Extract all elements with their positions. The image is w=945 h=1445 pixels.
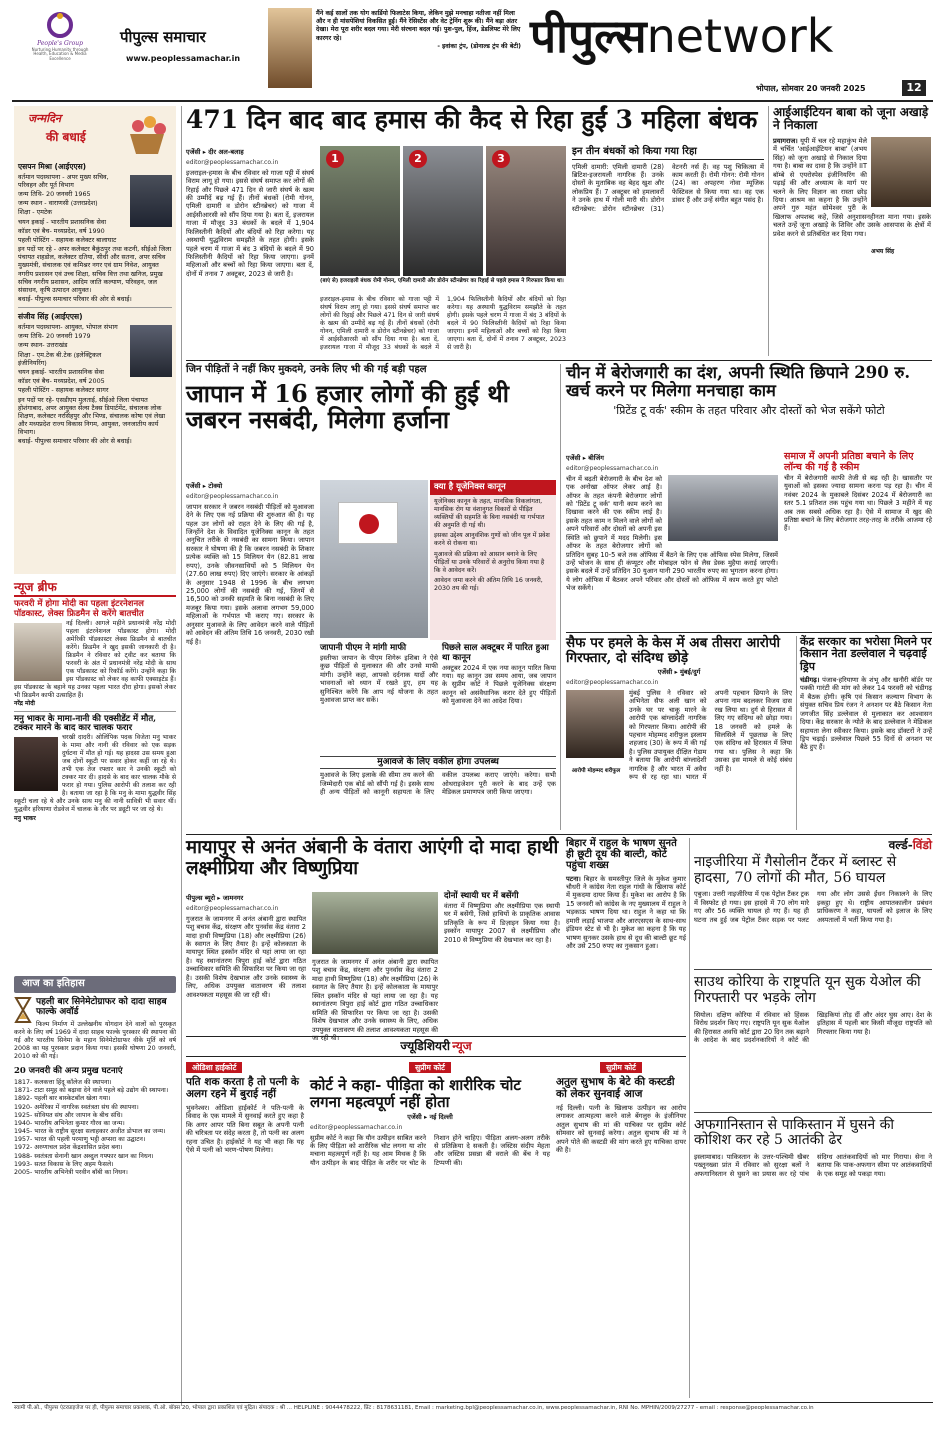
japan-sub1-title: जापानी पीएम ने मांगी माफी	[320, 643, 407, 653]
elephants-byline: पीपुल्स ब्यूरो ▸ जामनगर	[186, 894, 244, 902]
quote-author: - इवांका ट्रंप, (डोनाल्ड ट्रंप की बेटी)	[437, 42, 521, 50]
hamas-byline: एजेंसी ▸ दीर अल-बलाह	[186, 148, 244, 156]
japan-headline: जापान में 16 हजार लोगों की हुई थी जबरन नसबंदी, मिलेगा हर्जाना	[186, 378, 509, 435]
photo-number-3: 3	[492, 150, 510, 168]
window-label: विंडो	[912, 838, 932, 852]
iit-baba-headline: आईआईटियन बाबा को जूना अखाड़े ने निकाला	[773, 105, 929, 133]
person2-name: संजीव सिंह (आईएएस)	[18, 312, 83, 322]
person2-line: पहली पोस्टिंग - सहायक कलेक्टर सागर	[18, 386, 109, 395]
person1-line: चयन इकाई - भारतीय प्रशासनिक सेवा	[18, 217, 106, 226]
japan-sub-3	[320, 756, 556, 832]
elephants-story	[186, 837, 560, 1042]
bihar-headline: बिहार में राहुल के भाषण सुनते ही छूटी दूध की बाल्टी, कोर्ट पहुंचा शख्स	[566, 838, 677, 872]
bihar-story	[566, 838, 686, 1034]
abhay-singh-photo	[871, 137, 931, 207]
flower-basket-icon	[124, 112, 170, 158]
email: editor@peoplessamachar.co.in	[566, 465, 659, 473]
judiciary-banner	[186, 1036, 686, 1057]
person1-line: कॉडर एवं बैच- मध्यप्रदेश, वर्ष 1990	[18, 226, 105, 235]
email: editor@peoplessamachar.co.in	[566, 679, 659, 687]
saif-byline: एजेंसी ▸ मुंबई/दुर्ग	[657, 668, 701, 677]
brand-latin: network	[646, 9, 834, 63]
dateline-place: टोक्यो	[208, 482, 223, 490]
imprint-footer: स्वामी पी.ओ., पीपुल्स एंटरप्राइजेज पर ही, पीपुल्स समाचार प्रकाशक, पी.ओ. बॉक्स 20, भोपाल द्वारा प्रकाशित एवं मुद्रित। संपादक : श्री ... HELPLINE : 9044478222, प्रिंट : 8178631181, Email : marketing.bpl@peoplessamachar.co.in, www.peoplessamachar.in, RNI No. MPHIN/2009/27277 - email : response@peoplessamachar.co.in	[14, 1405, 814, 1411]
email: editor@peoplessamachar.co.in	[310, 1124, 403, 1132]
hamas-body-continued: इजराइल-हमास के बीच रविवार को गाजा पट्टी में संघर्ष विराम लागू हो गया। इससे संघर्ष समाप्त कर लोगों की रिहाई और पिछले 471 दिन से जारी संघर्ष के खत्म की उम्मीदें बढ़ गई हैं। तीनों बंधकों (रोमी गोनन, एमिली दामारी व डोरोन स्टीनब्रेचर) को गाजा में आईसीआरसी को सौंप दिया गया है। बता दें, इजरायल गाजा में मौजूद 33 बंधकों के बदले में 1,904 फिलिस्तीनी कैदियों और बंदियों को रिहा करेगा। यह अस्थायी युद्धविराम समझौते के तहत होगी। इसके पहले चरण में गाजा में बंद 3 बंदियों के बदले में 90 फिलिस्तीनी कैदियों को रिहा किया जाएगा। इनमें महिलाओं और बच्चों को रिहा किया जाएगा। बता दें, दोनों में तनाव 7 अक्टूबर, 2023 से जारी है।	[320, 296, 566, 352]
person1-line: बधाई- पीपुल्स समाचार परिवार की ओर से बधाई।	[18, 295, 132, 304]
iit-baba-story	[773, 106, 931, 356]
afghan-headline: अफगानिस्तान से पाकिस्तान में घुसने की कोशिश कर रहे 5 आतंकी ढेर	[694, 1116, 894, 1149]
dateline-place: बीजिंग	[588, 454, 604, 462]
paper-small-name: पीपुल्स समाचार	[120, 28, 206, 46]
page-number: 12	[902, 80, 926, 96]
china-headline: चीन में बेरोजगारी का दंश, अपनी स्थिति छिपाने 290 रु. खर्च करने पर मिलेगा मनचाहा काम	[566, 363, 911, 401]
sc-byline: एजेंसी ▸ नई दिल्ली	[407, 1112, 453, 1121]
sc-story	[310, 1062, 550, 1398]
birthday-heading-big: की बधाई	[46, 130, 86, 144]
event-item: 1817- कलकत्ता हिंदू कॉलेज की स्थापना।	[14, 1079, 112, 1087]
person2-line: जन्म स्थान- उत्तराखंड	[18, 341, 68, 350]
japan-sub3-body: मुआवजे के लिए इलाके की सीमा तय करने की जिम्मेदारी एक बोर्ड को सौंपी गई है। इसके साथ ही अन्य पीड़ितों को कानूनी सहायता के लिए वकील उपलब्ध कराए जाएंगे। करेगा। सभी ओथराइजेशन पूरी करने के बाद उन्हें एक मेडिकल प्रमाणपत्र जारी किया जाएगा।	[320, 771, 556, 797]
event-item: 1957- भारत की पहली परमाणु भट्ठी अप्सरा का उद्घाटन।	[14, 1136, 146, 1144]
person1-line: जन्म स्थान - वाराणसी (उत्तरप्रदेश)	[18, 199, 98, 208]
event-item: 1945- भारत के राष्ट्रीय सुरक्षा सलाहकार अजीत डोभाल का जन्म।	[14, 1128, 166, 1136]
atul-story	[556, 1062, 686, 1398]
events-heading: 20 जनवरी की अन्य प्रमुख घटनाएं	[14, 1066, 123, 1077]
japan-sub1-body: इस्तीफा जापान के पीएम शिगेरू इशिबा ने ऐसे कुछ पीड़ितों से मुलाकात की और उनसे माफी मांगी। उन्होंने कहा, आपको दर्दनाक यादों और भावनाओं को ध्यान में रखते हुए, हम यह सुनिश्चित करेंगे कि आप नई योजना के तहत मुआवजा प्राप्त कर सकें।	[320, 653, 438, 704]
brand-hindi: पीपुल्स	[530, 9, 647, 63]
person1-photo	[130, 175, 172, 227]
events-list	[14, 1079, 176, 1177]
saif-story	[566, 636, 792, 832]
elephants-photo	[312, 892, 438, 954]
bihar-text: बिहार के समस्तीपुर जिले के मुकेश कुमार चौधरी ने कांग्रेस नेता राहुल गांधी के खिलाफ कोर्ट में मुकदमा दायर किया है। मुकेश का आरोप है कि 15 जनवरी को कांग्रेस के नए मुख्यालय में राहुल ने भड़काऊ भाषण दिया था। राहुल ने कहा था कि हमारी लड़ाई भाजपा और आरएसएस के साथ-साथ इंडियन स्टेट से भी है। मुकेश का कहना है कि यह भाषण सुनकर उसके हाथ से दूध की बाल्टी छूट गई और उसे 250 रुपए का नुकसान हुआ।	[566, 874, 686, 951]
china-office-photo	[668, 475, 778, 541]
news-brief-section	[14, 580, 176, 970]
byline: एजेंसी	[186, 482, 201, 490]
event-item: 1925- सोवियत संघ और जापान के बीच संधि।	[14, 1111, 123, 1119]
person1-line: जन्म तिथि- 20 जनवरी 1965	[18, 189, 91, 198]
elephants-sub-title: दोनों स्थायी घर में बसेंगी	[444, 891, 519, 901]
eugenics-box-title: क्या है यूजेनिक्स कानून	[430, 480, 556, 495]
person2-line: शिक्षा - एम.टेक बी.टेक (इलेक्ट्रिकल इंजीनियरिंग)	[18, 350, 102, 367]
event-item: 1871- टाटा समूह को बढ़ावा देने वाले पहले बड़े उद्योग की स्थापना।	[14, 1087, 169, 1095]
hamas-sub-body: एमिली दामारी: एमिली दामारी (28) ब्रिटिश-इजरायली नागरिक हैं। उनके दोस्तों के मुताबिक वह बेहद खुश और लोकप्रिय हैं। 7 अक्टूबर को हमलावरों ने उनके हाथ में गोली मारी थी। डोरोन स्टीनब्रेचर: डोरोन स्टीनब्रेचर (31) वेटनरी नर्स हैं। वह पशु चिकित्सा में काम करती हैं। रोमी गोनन: रोमी गोनन (24) का अपहरण नोवा म्यूजिक फेस्टिवल से किया गया था। वह एक डांसर हैं और उन्हें संगीत बहुत पसंद है।	[572, 162, 764, 213]
elephants-body-continued: गुजरात के जामनगर में अनंत अंबानी द्वारा स्थापित पशु बचाव केंद्र, संरक्षण और पुनर्वास केंद्र वंतारा 2 मादा हाथी विष्णुप्रिया (18) और लक्ष्मीप्रिया (26) के स्वागत के लिए तैयार है। इन्हें कोलकाता के मायापुर स्थित इस्कॉन मंदिर से यहां लाया जा रहा है। यह स्थानांतरण त्रिपुरा हाई कोर्ट द्वारा गठित उच्चाधिकार समिति की सिफारिश पर किया जा रहा है। उसकी विशेष देखभाल और उनके स्वास्थ्य के लिए, अधिक उपयुक्त वातावरण की तलाश आवश्यकता महसूस की जा रही थी।	[312, 958, 438, 1042]
nigeria-body: एबुजा। उत्तरी नाइजीरिया में एक पेट्रोल टैंकर ट्रक में विस्फोट हो गया। इस हादसे में 70 लोग मारे गए और 56 व्यक्ति घायल हो गए हैं। यह ही घटना तब हुई जब पेट्रोल टैंकर सड़क पर पलट गया और लोग उससे ईंधन निकालने के लिए इकट्ठा हुए थे। राष्ट्रीय आपातकालीन प्रबंधन प्राधिकरण ने कहा, घायलों को इलाज के लिए अस्पतालों में भर्ती किया गया है।	[694, 890, 932, 924]
person2-line: कॉडर एवं बैच- मध्यप्रदेश, वर्ष 2005	[18, 377, 105, 386]
peoples-group-logo	[30, 10, 90, 75]
history-title: पहली बार सिनेमेटोग्राफर को दादा साहब फाल्के अवॉर्ड	[36, 996, 167, 1017]
japan-byline: एजेंसी ▸ टोक्यो	[186, 482, 223, 490]
china-story	[566, 364, 932, 630]
hourglass-icon	[14, 997, 32, 1023]
elephants-body: गुजरात के जामनगर में अनंत अंबानी द्वारा स्थापित पशु बचाव केंद्र, संरक्षण और पुनर्वास केंद्र वंतारा 2 मादा हाथी विष्णुप्रिया (18) और लक्ष्मीप्रिया (26) के स्वागत के लिए तैयार है। इन्हें कोलकाता के मायापुर स्थित इस्कॉन मंदिर से यहां लाया जा रहा है। यह स्थानांतरण त्रिपुरा हाई कोर्ट द्वारा गठित उच्चाधिकार समिति की सिफारिश पर किया जा रहा है। उसकी विशेष देखभाल और उनके स्वास्थ्य के लिए, अधिक उपयुक्त वातावरण की तलाश आवश्यकता महसूस की जा रही थी।	[186, 914, 306, 999]
japan-sub3-title: मुआवजे के लिए वकील होगा उपलब्ध	[320, 756, 556, 769]
afghan-body: इस्लामाबाद। पाकिस्तान के उत्तर-पश्चिमी खैबर पख्तूनख्वा प्रांत में रविवार को सुरक्षा बलों ने अफगानिस्तान से घुसने का प्रयास कर रहे पांच संदिग्ध आतंकवादियों को मार गिराया। सेना ने बताया कि पाक-अफगान सीमा पर आतंकवादियों के एक समूह को पकड़ा गया।	[694, 1153, 932, 1178]
website[interactable]: www.peoplessamachar.in	[126, 54, 241, 63]
birthday-person-1	[18, 162, 172, 303]
accused-photo	[566, 690, 624, 758]
photo-number-1: 1	[326, 150, 344, 168]
iit-baba-text: यूपी में चल रहे महाकुंभ मेले में चर्चित 'आईआईटियन बाबा' (अभय सिंह) को जूना अखाड़े से निकाल दिया गया है। बाबा का दावा है कि उन्होंने IIT बॉम्बे से एयरोस्पेस इंजीनियरिंग की पढ़ाई की और अध्यात्म के मार्ग पर चलने के लिए विज्ञान का रास्ता छोड़ दिया। आश्रम का कहना है कि उन्होंने अपने गुरु महंत सोमेश्वर पुरी के खिलाफ अपशब्द कहे, जिसे अनुशासनहीनता माना गया। इसके चलते उन्हें जूना अखाड़े के शिविर और उसके आसपास के क्षेत्रों में प्रवेश करने से प्रतिबंधित कर दिया गया।	[773, 136, 931, 238]
sc2-label: सुप्रीम कोर्ट	[600, 1062, 642, 1073]
world-window	[694, 838, 932, 1398]
brief-2-title: मनु भाकर के मामा-नानी की एक्सीडेंट में मौत, टक्कर मारने के बाद कार चालक फरार	[14, 713, 157, 734]
dateline-place: मुंबई/दुर्ग	[680, 668, 701, 677]
kisan-headline: केंद्र सरकार का भरोसा मिलने पर किसान नेता डल्लेवाल ने चढ़वाई ड्रिप	[800, 635, 932, 673]
japan-flag	[338, 502, 398, 544]
world-label: वर्ल्ड-	[888, 838, 913, 852]
japan-flag-photo	[320, 480, 428, 638]
elephants-sub	[444, 892, 560, 1034]
hamas-sidebar	[572, 146, 764, 358]
nigeria-headline: नाइजीरिया में गैसोलीन टैंकर में ब्लास्ट से हादसा, 70 लोगों की मौत, 56 घायल	[694, 854, 897, 886]
abhay-caption: अभय सिंह	[871, 248, 895, 255]
odisha-label: ओडिशा हाईकोर्ट	[186, 1062, 242, 1073]
person1-line: पहली पोस्टिंग - सहायक कलेक्टर बालाघाट	[18, 235, 117, 244]
byline: एजेंसी	[407, 1112, 422, 1121]
quote-text: मैंने कई सालों तक योग कार्डियो फिलाटेस किया, लेकिन मुझे मनचाहा नतीजा नहीं मिला और न ही मांसपेशियां विकसित हुईं। मैंने रेसिस्टेंस और वेट ट्रेनिंग शुरू की। मैंने बड़ा अंतर देखा। मेरा पूरा शरीर बदल गया। मेरी संरचना बदल गई। पुश-पुल, हिंज, डेडलिफ्ट मेरे लिए कारगर रहे।	[316, 10, 521, 42]
person2-line: बधाई- पीपुल्स समाचार परिवार की ओर से बधाई।	[18, 437, 132, 446]
dateline-place: जामनगर	[222, 894, 244, 902]
hamas-subhead: इन तीन बंधकों को किया गया रिहा	[572, 146, 764, 160]
person2-line: वर्तमान पदस्थापना- आयुक्त, भोपाल संभाग	[18, 323, 118, 331]
person2-line: जन्म तिथि- 20 जनवरी 1979	[18, 332, 91, 341]
history-body: फिल्म निर्माण में उल्लेखनीय योगदान देने वालों को पुरस्कृत करने के लिए वर्ष 1969 में दादा साहब फाल्के पुरस्कार की स्थापना की गई और भारतीय सिनेमा के महान सिनेमेटोग्राफर वीके मूर्ति को वर्ष 2008 का यह पुरस्कार प्रदान किया गया। इसकी घोषणा 20 जनवरी, 2010 को की गई।	[14, 1021, 176, 1061]
hamas-photo-caption: (बाएं से) इजराइली बंधक रोमी गोनन, एमिली दामारी और डोरोन स्टीनब्रेचर का रिहाई से पहले हमास ने गिरफ्तार किया था।	[320, 278, 564, 284]
hamas-headline: 471 दिन बाद बाद हमास की कैद से रिहा हुईं 3 महिला बंधक	[186, 105, 758, 134]
china-side	[784, 452, 932, 628]
event-item: 1940- भारतीय अभिनेता कुमार गौरव का जन्म।	[14, 1119, 125, 1127]
event-item: 1920- अमेरिका में नागरिक स्वतंत्रता संघ की स्थापना।	[14, 1103, 139, 1111]
odisha-body: भुवनेश्वर। ओडिशा हाईकोर्ट ने पति-पत्नी के विवाद के एक मामले में सुनवाई करते हुए कहा है कि अगर आपर पति बिना सबूत के अपनी पत्नी की चरित्रता पर संदेह करता है, तो पत्नी का अलग रहना उचित है। हाईकोर्ट ने यह भी कहा कि यह ऐसे में पत्नी को भरण-पोषण मिलेगा।	[186, 1103, 304, 1155]
brief-1-body: नई दिल्ली। आगले महीने प्रधानमंत्री नरेंद्र मोदी पहला इंटरनेशनल पॉडकास्ट होगा। मोदी अमेरिकी पॉडकास्टर लेक्स फ्रिडमैन से बातचीत करेंगे। फ्रिडमैन ने खुद इसकी जानकारी दी है। फ्रिडमैन ने रविवार को ट्वीट कर बताया कि फरवरी के अंत में प्रधानमंत्री नरेंद्र मोदी के साथ एक पॉडकास्ट को रिकॉर्ड करेंगे। उन्होंने कहा कि इस पॉडकास्ट को लेकर वह काफी एक्साइटेड हैं। इस पॉडकास्ट के बहाने यह उनका पहला भारत दौरा होगा। इसको लेकर भी फ्रिडमैन काफी उत्साहित हैं।	[14, 619, 176, 699]
japan-kicker: जिन पीड़ितों ने नहीं किए मुकदमे, उनके लिए भी की गई बड़ी पहल	[186, 364, 427, 375]
japan-sub2-body: अक्टूबर 2024 में एक नया कानून पारित किया गया। यह कानून उस समय आया, जब जापान के सुप्रीम कोर्ट ने पिछले यूजेनिक्स संरक्षण कानून को असंवैधानिक करार देते हुए पीड़ितों को मुआवजा देने का आदेश दिया।	[442, 663, 556, 706]
hamas-photos	[320, 146, 566, 291]
sc-headline: कोर्ट ने कहा- पीड़िता को शारीरिक चोट लगना महत्वपूर्ण नहीं होता	[310, 1076, 521, 1112]
elephants-sub-body: वंतारा में विष्णुप्रिया और लक्ष्मीप्रिया एक स्थायी घर में बसेंगी, जिसे हाथियों के प्राकृतिक आवास प्रतिकृति के रूप में डिज़ाइन किया गया है। इस्कॉन मायापुर 2007 से लक्ष्मीप्रिया और 2010 से विष्णुप्रिया की देखभाल कर रहा है।	[444, 901, 560, 944]
modi-caption: नरेंद्र मोदी	[14, 700, 35, 707]
eugenics-item: इसका उद्देश्य आनुवंशिक गुणों को जीन पूल में प्रवेश करने से रोकना था।	[434, 532, 550, 548]
email: editor@peoplessamachar.co.in	[186, 159, 279, 167]
byline: चंडीगढ़।	[800, 675, 820, 684]
dateline: भोपाल, सोमवार 20 जनवरी 2025	[756, 84, 866, 93]
event-item: 1988- स्वतंत्रता सेनानी खान अब्दुल गफ्फार खान का निधन।	[14, 1152, 154, 1160]
judiciary-banner-b: न्यूज	[452, 1039, 472, 1053]
sc-body: सुप्रीम कोर्ट ने कहा कि यौन उत्पीड़न साबित करने के लिए पीड़िता को शारीरिक चोट लगना या शोर मचाना महत्वपूर्ण नहीं है। यह आम मिथक है कि यौन उत्पीड़न के बाद पीड़ित के शरीर पर चोट के निशान होने चाहिए। पीड़िता अलग-अलग तरीके से प्रतिक्रिया दे सकती है। जस्टिस संदीप मेहता और जस्टिस प्रसन्ना बी वराले की बेंच ने यह टिप्पणी की।	[310, 1133, 550, 1167]
masthead	[0, 0, 945, 105]
eugenics-item: यूजेनिक्स कानून के तहत, मानसिक विकलांगता, मानसिक रोग या वंशानुगत विकारों से पीड़ित व्यक्तियों की सहमति के बिना नसबंदी या गर्भपात की अनुमति दी गई थी।	[434, 497, 545, 530]
atul-body: नई दिल्ली। पत्नी के खिलाफ उत्पीड़न का आरोप लगाकर आत्महत्या करने वाले बेंगलुरु के इंजीनियर अतुल सुभाष की मां की याचिका पर सुप्रीम कोर्ट सोमवार को सुनवाई करेगा। अतुल सुभाष की मां ने अपने पोते की कस्टडी की मांग करते हुए याचिका दायर की है।	[556, 1103, 686, 1155]
hamas-email	[186, 158, 314, 167]
brief-2-body: चरखी दादरी। ओलिंपिक पदक विजेता मनु भाकर के मामा और नानी की रविवार को एक सड़क दुर्घटना में मौत हो गई। यह हादसा उस समय हुआ जब दोनों स्कूटी पर सवार होकर कहीं जा रहे थे। तभी एक तेज रफ्तार कार ने उनकी स्कूटी को टक्कर मार दी। हादसे के बाद कार चालक मौके से फरार हो गया। पुलिस आरोपी की तलाश कर रही है। बताया जा रहा है कि मनु के मामा युद्धवीर सिंह स्कूटी चला रहे थे और उनके साथ मनु की नानी सावित्री भी सवार थीं। युद्धवीर हरियाणा रोडवेज में चालक के तौर पर ड्यूटी पर जा रहे थे।	[14, 734, 176, 814]
ivanka-photo	[268, 8, 312, 88]
sc-label: सुप्रीम कोर्ट	[409, 1062, 451, 1073]
japan-sub2-title: पिछले साल अक्टूबर में पारित हुआ था कानून	[442, 643, 549, 663]
china-subhead: 'प्रिटेंड टू वर्क' स्कीम के तहत परिवार और दोस्तों को भेज सकेंगे फोटो	[613, 403, 885, 417]
byline: प्रयागराज।	[773, 136, 798, 145]
birthday-section	[14, 106, 176, 574]
manu-caption: मनु भाकर	[14, 814, 36, 822]
event-item: 1993- सतत विकास के लिए अहम फैसले।	[14, 1160, 114, 1168]
china-byline: एजेंसी ▸ बीजिंग	[566, 454, 604, 462]
korea-headline: साउथ कोरिया के राष्ट्रपति यून सुक येओल की गिरफ्तारी पर भड़के लोग	[694, 974, 921, 1007]
birthday-heading-small: जन्मदिन	[28, 112, 62, 125]
person1-line: इन पदों पर रहे - अपर कलेक्टर बैकुंठपुर तथा कटनी, सीईओ जिला पंचायत शहडोल, कलेक्टर दतिया, सीधी और सतना, अपर सचिव मुख्यमंत्री, संचालक एवं कमिश्नर नगर एवं ग्राम निवेश, आयुक्त नगरीय प्रशासन एवं उच्च शिक्षा, सचिव वित्त तथा खनिज, प्रमुख सचिव नगरीय प्रशासन, आदिम जाति कल्याण, परिवहन, जल संसाधन, कृषि उत्पादन आयुक्त।	[18, 245, 172, 295]
manu-bhaker-photo	[14, 737, 58, 791]
hamas-story	[186, 106, 764, 360]
email: editor@peoplessamachar.co.in	[186, 905, 279, 913]
japan-story	[186, 364, 556, 834]
world-window-label	[694, 838, 932, 853]
china-side-kicker: समाज में अपनी प्रतिष्ठा बचाने के लिए लॉन्च की गई है स्कीम	[784, 451, 914, 473]
ring-logo-icon	[45, 10, 75, 40]
person2-photo	[130, 325, 172, 377]
event-item: 2005- भारतीय अभिनेत्री परवीन बॉबी का निधन।	[14, 1168, 128, 1176]
eugenics-item: मुआवजे की प्रक्रिया को आसान बनाने के लिए पीड़ितों या उनके परिवारों से अनुरोध किया गया है कि वे आवेदन करें।	[434, 550, 545, 574]
hamas-body: इजराइल-हमास के बीच रविवार को गाजा पट्टी में संघर्ष विराम लागू हो गया। इससे संघर्ष समाप्त कर लोगों की रिहाई और पिछले 471 दिन से जारी संघर्ष के खत्म की उम्मीदें बढ़ गई हैं। तीनों बंधकों (रोमी गोनन, एमिली दामारी व डोरोन स्टीनब्रेचर) को गाजा में आईसीआरसी को सौंप दिया गया है। बता दें, इजरायल गाजा में मौजूद 33 बंधकों के बदले में 1,904 फिलिस्तीनी कैदियों और बंदियों को रिहा करेगा। यह अस्थायी युद्धविराम समझौते के तहत होगी। इसके पहले चरण में गाजा में बंद 3 बंदियों के बदले में 90 फिलिस्तीनी कैदियों को रिहा किया जाएगा। इनमें महिलाओं और बच्चों को रिहा किया जाएगा। बता दें, दोनों में तनाव 7 अक्टूबर, 2023 से जारी है।	[186, 168, 314, 278]
eugenics-box	[430, 480, 556, 640]
atul-headline: अतुल सुभाष के बेटे की कस्टडी को लेकर सुनवाई आज	[556, 1076, 675, 1101]
byline: पीपुल्स ब्यूरो	[186, 894, 216, 902]
person1-line: शिक्षा - एमटेक	[18, 208, 53, 217]
saif-body: मुंबई पुलिस ने रविवार को अभिनेता सैफ अली खान को उनके घर पर चाकू मारने के आरोपी एक बांग्लादेशी नागरिक को गिरफ्तार किया। आरोपी की पहचान मोहम्मद शरीफुल इस्लाम शहजाद (30) के रूप में की गई है। पुलिस उपायुक्त दीक्षित गेडाम ने बताया कि आरोपी बांग्लादेशी नागरिक है और भारत में अवैध रूप से रह रहा था। भारत में अपनी पहचान छिपाने के लिए अपना नाम बदलकर विजय दास रख लिया था। दुर्ग से हिरासत में लिए गए संदिग्ध को छोड़ा गया। 18 जनवरी को हमले के सिलसिले में पूछताछ के लिए एक संदिग्ध को हिरासत में लिया गया था। पुलिस ने कहा कि उसका इस मामले से कोई संबंध नहीं है।	[629, 688, 792, 782]
kisan-story	[800, 636, 932, 832]
photo-number-2: 2	[409, 150, 427, 168]
saif-caption: आरोपी मोहम्मद शरीफुल	[566, 768, 626, 775]
event-item: 1892- पहली बार बास्केटबॉल खेला गया।	[14, 1095, 111, 1103]
odisha-story	[186, 1062, 304, 1398]
history-heading: आज का इतिहास	[14, 976, 176, 993]
byline: एजेंसी	[657, 668, 673, 677]
kisan-body	[800, 676, 932, 752]
event-item: 1972- अरुणाचल प्रदेश केंद्रशासित प्रदेश बना।	[14, 1144, 123, 1152]
china-side-body: चीन में बेरोजगारी काफी तेजी से बढ़ रही है। खासतौर पर युवाओं को इसका ज्यादा सामना करना पड़ रहा है। चीन में नवंबर 2024 के मुकाबले दिसंबर 2024 में बेरोजगारी का स्तर 5.1 प्रतिशत तक पहुंच गया था। पिछले 3 महीने में यह अब तक सबसे अधिक रहा है। ऐसे में सामाज में खुद की प्रतिष्ठा बचाने के लिए बेरोजगार तरह-तरह के तरीके आजमा रहे हैं।	[784, 473, 932, 533]
brief-1-title: फरवरी में होगा मोदी का पहला इंटरनेशनल पॉडकास्ट, लेक्स फ्रिडमैन से करेंगे बातचीत	[14, 599, 144, 619]
modi-photo	[14, 623, 62, 681]
odisha-headline: पति शक करता है तो पत्नी के अलग रहने में बुराई नहीं	[186, 1076, 299, 1101]
elephants-headline: मायापुर से अनंत अंबानी के वंतारा आएंगी दो मादा हाथी लक्ष्मीप्रिया और विष्णुप्रिया	[186, 837, 559, 879]
quote-box	[316, 10, 521, 90]
judiciary-section	[186, 1036, 686, 1398]
bihar-body	[566, 875, 686, 1015]
dateline-place: दीर अल-बलाह	[208, 148, 244, 156]
brand-title	[530, 8, 930, 78]
person2-line: चयन इकाई- भारतीय प्रशासनिक सेवा	[18, 367, 104, 376]
person2-line: इन पदों पर रहे- एसडीएम मुलताई, सीईओ जिला पंचायत होशंगाबाद, अपर आयुक्त सेल्स टैक्स डिपार्टमेंट, संचालक लोक शिक्षण, कलेक्टर नरसिंहपुर और भिण्ड, संचालक कोषा एवं लेखा और मध्यप्रदेश राज्य विकास निगम, आयुक्त, जनजातीय कार्य विभाग।	[18, 395, 166, 437]
japan-sub-2	[442, 644, 556, 754]
email: editor@peoplessamachar.co.in	[186, 493, 279, 501]
byline: पटना।	[566, 874, 581, 883]
person1-name: एसपन मिश्रा (आईएएस)	[18, 162, 87, 171]
japan-body: जापान सरकार ने जबरन नसबंदी पीड़ितों को मुआवजा देने के लिए एक नई प्रक्रिया की शुरुआत की है। यह पहल उन लोगों को राहत देने के लिए की गई है, जिन्होंने देश के विवादित यूजेनिक्स कानून के तहत अनुचित तरीके से नसबंदी का सामना किया। जापान सरकार ने घोषणा की है कि जबरन नसबंदी के शिकार प्रत्येक व्यक्ति को 15 मिलियन येन (82.81 लाख रुपए), उनके जीवनसाथियों को 5 मिलियन येन (27.60 लाख रुपए) दिए जाएंगे। सरकार के आंकड़ों के अनुसार 1948 से 1996 के बीच लगभग 25,000 लोगों की नसबंदी की गई, जिनमें से 16,500 को उनकी सहमति के बिना नसबंदी के लिए मजबूर किया गया। इसके अलावा लगभग 59,000 महिलाओं के गर्भपात भी कराए गए। सरकार के अनुसार मुआवजे के लिए आवेदन करने वाले पीड़ितों को आवेदन की अंतिम तिथि 16 जनवरी, 2030 रखी गई है।	[186, 502, 314, 646]
person1-line: वर्तमान पदस्थापना - अपर मुख्य सचिव, परिवहन और पूर्त विभाग	[18, 172, 109, 189]
group-name: People's Group	[37, 40, 83, 47]
history-section	[14, 976, 176, 1396]
news-brief-heading: न्यूज ब्रीफ	[14, 580, 176, 597]
judiciary-banner-a: ज्यूडिशियरी	[400, 1039, 450, 1053]
group-tagline: Nurturing Humanity through Health, Education & Media Excellence	[31, 46, 89, 62]
kisan-text: पंजाब-हरियाणा के शंभू और खनौरी बॉर्डर पर पक्की गारंटी की मांग को लेकर 14 फरवरी को चंडीगढ़ में बैठक होगी। कृषि एवं किसान कल्याण विभाग के संयुक्त सचिव प्रिय रंजन ने अनशन पर बैठे किसान नेता जगजीत सिंह डल्लेवाल से मुलाकात कर आश्वासन दिया। केंद्र सरकार के न्योते के बाद डल्लेवाल ने मेडिकल सहायता लेना स्वीकार किया। इसके बाद डॉक्टरों ने उन्हें ड्रिप चढ़ाई। डल्लेवाल पिछले 55 दिनों से अनशन पर बैठे हुए हैं।	[800, 675, 932, 752]
birthday-person-2	[18, 312, 172, 445]
hamas-more-body	[320, 296, 566, 358]
dateline-place: नई दिल्ली	[429, 1112, 453, 1121]
byline: एजेंसी	[566, 454, 581, 462]
japan-sub-1	[320, 644, 438, 754]
china-body: चीन में बढ़ती बेरोजगारी के बीच देश को एक अनोखा ऑफर लेकर आई है। ऑफर के तहत कंपनी बेरोजगार लोगों को 'प्रिटेंड टू वर्क' यानी काम करने का दिखावा करने की एक स्कीम लाई है। इसके तहत काम न मिलने वाले लोगों को अपने परिवारों और दोस्तों को अपनी इस स्थिति को छुपाने में मदद मिलेगी। इस ऑफर के तहत बेरोजगार लोगों को प्रतिदिन सुबह 10-5 बजे तक ऑफिस में बैठने के लिए एक ऑफिस स्पेस मिलेगा, जिसमें उन्हें भोजन के साथ ही कंप्यूटर और मोबाइल फोन से लैस डेस्क मुहैया कराई जाएगी। इसके बदले में उन्हें प्रतिदिन 30 युआन यानी 290 भारतीय रुपए का भुगतान करना होगा। ये लोग ऑफिस में बैठकर अपने परिवार और दोस्तों को ऑफिस में काम करते हुए फोटो भेज सकेंगे।	[566, 474, 778, 593]
eugenics-item: आवेदन जमा करने की अंतिम तिथि 16 जनवरी, 2030 तय की गई।	[434, 577, 543, 593]
korea-body: सियोल। दक्षिण कोरिया में रविवार को हिंसक विरोध प्रदर्शन किए गए। राष्ट्रपति यून सुक येओल की हिरासत अवधि कोर्ट द्वारा 20 दिन तक बढ़ाने के आदेश के बाद प्रदर्शनकारियों ने कोर्ट की खिड़कियां तोड़ दीं और अंदर घुस आए। देश के इतिहास में पहली बार किसी मौजूदा राष्ट्रपति को गिरफ्तार किया गया है।	[694, 1010, 932, 1044]
saif-headline: सैफ पर हमले के केस में अब तीसरा आरोपी गिरफ्तार, दो संदिग्ध छोड़े	[566, 635, 780, 667]
byline: एजेंसी	[186, 148, 201, 156]
